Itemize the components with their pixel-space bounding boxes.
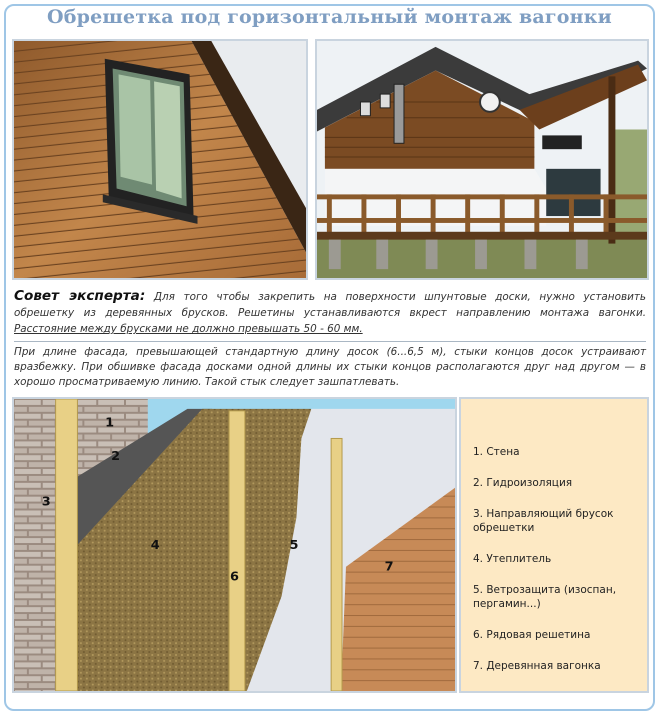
advice-text: Для того чтобы закрепить на поверхности шпунтовые доски, нужно установить обрешетку из деревянных брусков. Решетины устанавливаются вкрест направлению монтажа вагонки. — [14, 291, 647, 319]
legend-item: 5. Ветрозащита (изоспан, пергамин...) — [473, 584, 617, 610]
text-divider — [14, 341, 646, 342]
legend-item: 4. Утеплитель — [473, 553, 552, 565]
legend-item: 2. Гидроизоляция — [473, 477, 573, 489]
diagram-legend — [459, 397, 649, 693]
advice-lead: Совет эксперта: — [14, 288, 146, 304]
page-title: Обрешетка под горизонтальный монтаж вагонки — [47, 6, 612, 28]
diagram-label-5: 5 — [289, 537, 299, 553]
diagram-label-2: 2 — [111, 449, 121, 465]
legend-item: 7. Деревянная вагонка — [473, 660, 601, 672]
photo-house — [315, 39, 649, 280]
advice-spacing-rule: Расстояние между брусками не должно превышать 50 - 60 мм. — [14, 323, 363, 335]
diagram-label-4: 4 — [150, 537, 160, 553]
wall-layers-diagram — [12, 397, 457, 693]
diagram-label-7: 7 — [384, 559, 394, 575]
legend-item: 1. Стена — [473, 446, 520, 458]
photo-wall-window — [12, 39, 308, 280]
legend-item: 6. Рядовая решетина — [473, 629, 591, 641]
expert-advice — [14, 288, 646, 337]
diagram-label-1: 1 — [105, 415, 115, 431]
diagram-label-6: 6 — [230, 569, 239, 585]
diagram-label-3: 3 — [41, 494, 51, 510]
joint-note: При длине фасада, превышающей стандартную длину досок (6...6,5 м), стыки концов досок устраивают вразбежку. При обшивке фасада досками одной длины их стыки концов располагаются друг над другом — в хорошо просматриваемую линию. Такой стык следует зашпатлевать. — [14, 346, 646, 388]
legend-item: 3. Направляющий брусок обрешетки — [473, 508, 614, 534]
